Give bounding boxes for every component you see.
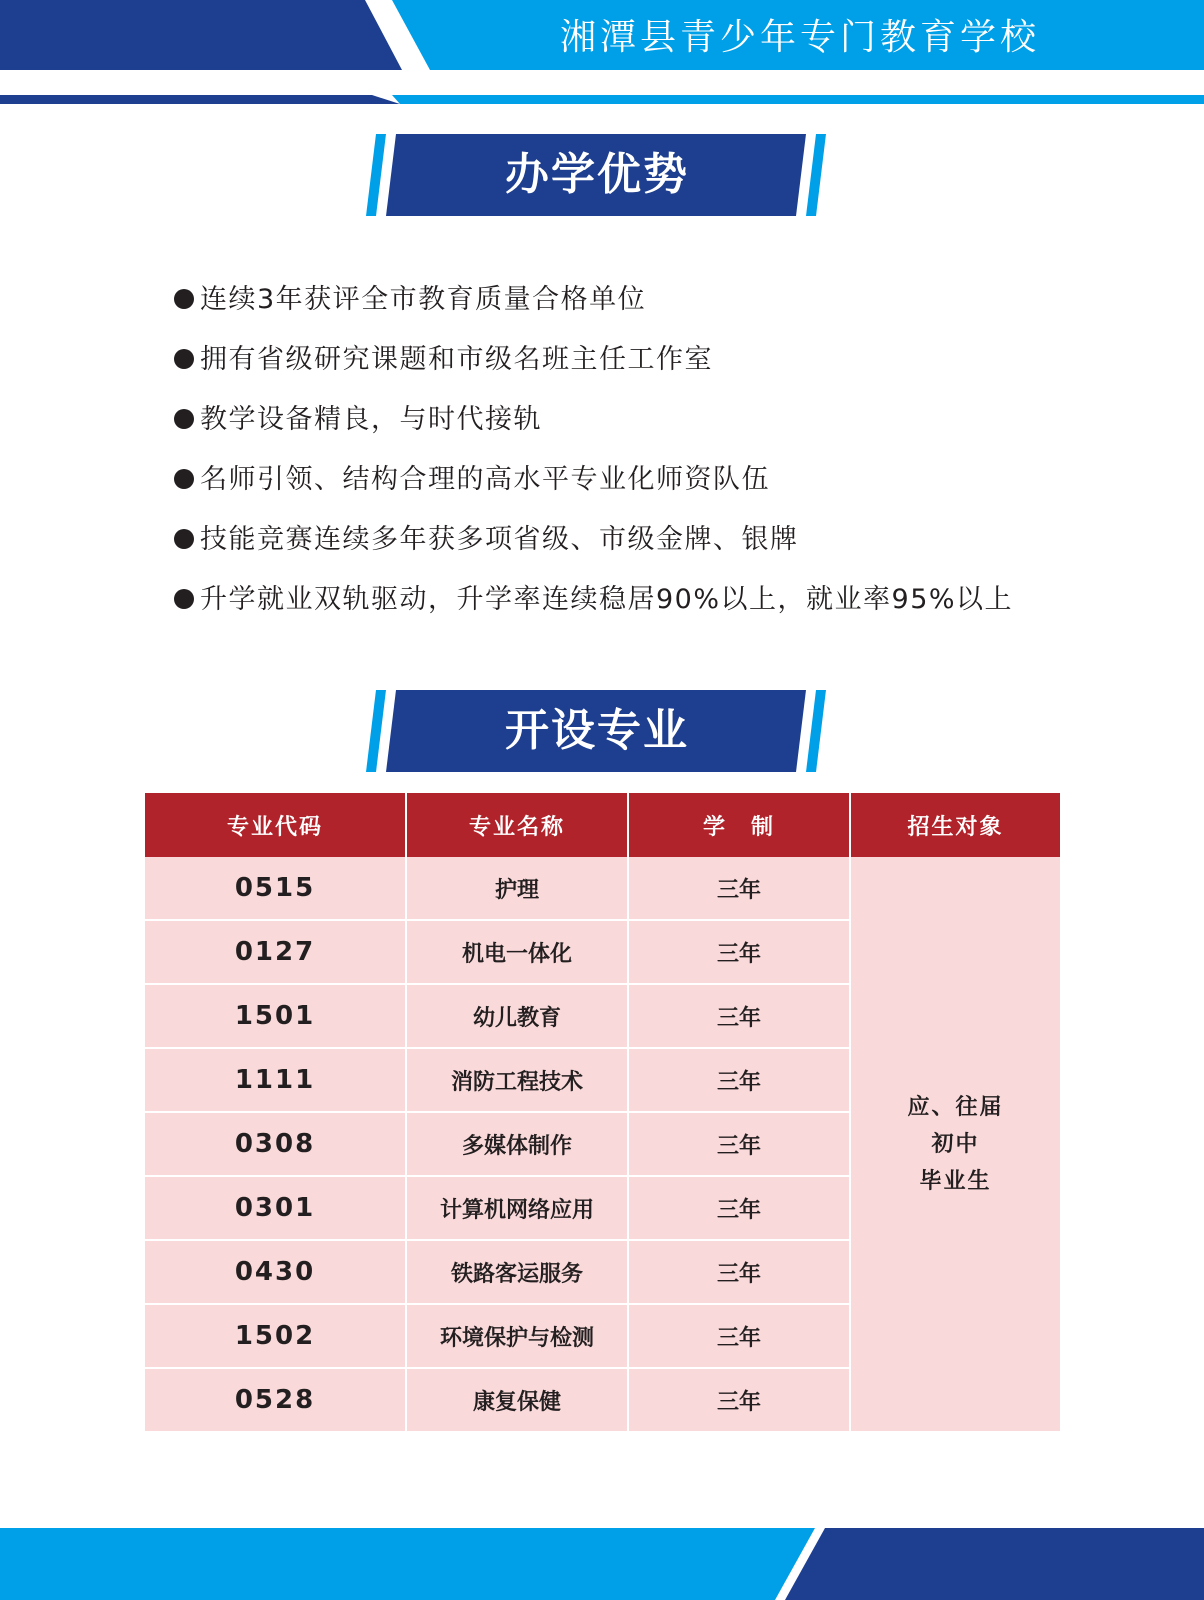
bullet-dot: [174, 469, 194, 489]
target-line: 初中: [931, 1131, 980, 1157]
major-name: 护理: [406, 857, 628, 920]
advantage-item: 拥有省级研究课题和市级名班主任工作室: [174, 340, 1013, 400]
advantages-title: 办学优势: [505, 149, 689, 200]
header-target: 招生对象: [850, 793, 1060, 857]
major-name: 环境保护与检测: [406, 1304, 628, 1368]
advantage-item: 连续3年获评全市教育质量合格单位: [174, 280, 1013, 340]
major-duration: 三年: [628, 920, 850, 984]
major-code: 0430: [145, 1240, 406, 1304]
header-duration: 学 制: [628, 793, 850, 857]
bullet-dot: [174, 349, 194, 369]
major-name: 康复保健: [406, 1368, 628, 1432]
advantage-item: 技能竞赛连续多年获多项省级、市级金牌、银牌: [174, 520, 1013, 580]
major-duration: 三年: [628, 1304, 850, 1368]
target-line: 应、往届: [907, 1094, 1004, 1120]
major-duration: 三年: [628, 984, 850, 1048]
major-duration: 三年: [628, 1112, 850, 1176]
major-duration: 三年: [628, 1176, 850, 1240]
header-code: 专业代码: [145, 793, 406, 857]
bullet-dot: [174, 529, 194, 549]
major-name: 幼儿教育: [406, 984, 628, 1048]
major-name: 计算机网络应用: [406, 1176, 628, 1240]
enrollment-target: [850, 857, 1060, 1432]
major-name: 机电一体化: [406, 920, 628, 984]
major-code: 0301: [145, 1176, 406, 1240]
major-name: 铁路客运服务: [406, 1240, 628, 1304]
bottom-banner: [0, 1528, 1204, 1600]
advantage-item: 升学就业双轨驱动，升学率连续稳居90%以上，就业率95%以上: [174, 580, 1013, 640]
major-code: 0308: [145, 1112, 406, 1176]
major-name: 多媒体制作: [406, 1112, 628, 1176]
majors-table: [145, 793, 1060, 1433]
advantage-item: 教学设备精良，与时代接轨: [174, 400, 1013, 460]
major-code: 0528: [145, 1368, 406, 1432]
header-name: 专业名称: [406, 793, 628, 857]
school-name: 湘潭县青少年专门教育学校: [559, 17, 1040, 58]
major-duration: 三年: [628, 1048, 850, 1112]
majors-title: 开设专业: [505, 705, 689, 756]
bullet-dot: [174, 409, 194, 429]
bullet-dot: [174, 289, 194, 309]
major-duration: 三年: [628, 1240, 850, 1304]
major-code: 0515: [145, 857, 406, 920]
table-header-row: [145, 793, 1060, 857]
major-duration: 三年: [628, 857, 850, 920]
major-duration: 三年: [628, 1368, 850, 1432]
bullet-dot: [174, 589, 194, 609]
table-row: [145, 857, 1060, 920]
major-code: 1501: [145, 984, 406, 1048]
major-code: 0127: [145, 920, 406, 984]
advantages-list: [174, 280, 1013, 640]
major-code: 1111: [145, 1048, 406, 1112]
target-line: 毕业生: [919, 1168, 992, 1194]
major-name: 消防工程技术: [406, 1048, 628, 1112]
major-code: 1502: [145, 1304, 406, 1368]
advantage-item: 名师引领、结构合理的高水平专业化师资队伍: [174, 460, 1013, 520]
